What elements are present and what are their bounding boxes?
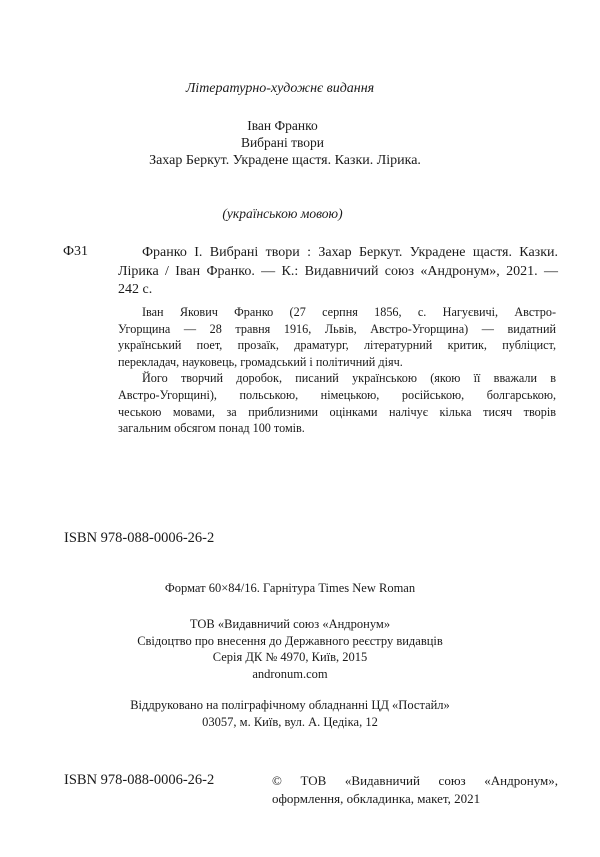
- footer-isbn: ISBN 978-088-0006-26-2: [64, 772, 215, 788]
- biblio-line: 242 с.: [118, 282, 153, 297]
- isbn: ISBN 978-088-0006-26-2: [64, 530, 215, 546]
- annotation-line: Австро-Угорщині), польською, німецькою, російською, болгарською,: [118, 387, 556, 402]
- annotation-line: чеською мовами, за приблизними оцінками налічує кілька тисяч творів: [118, 404, 556, 419]
- publisher-website: andronum.com: [252, 666, 328, 681]
- book-title: Вибрані твори: [240, 135, 325, 150]
- annotation-line: перекладач, науковець, громадський і політичний діяч.: [118, 354, 403, 369]
- copyright-line: © ТОВ «Видавничий союз «Андронум»,: [272, 773, 558, 788]
- publisher-info: [0, 616, 580, 682]
- publisher-line: ТОВ «Видавничий союз «Андронум»: [189, 617, 391, 631]
- publisher-line: Серія ДК № 4970, Київ, 2015: [212, 650, 368, 664]
- book-subtitle: Захар Беркут. Украдене щастя. Казки. Лірика.: [149, 153, 421, 168]
- annotation-line: Угорщина — 28 травня 1916, Львів, Австро-Угорщина) — видатний: [118, 321, 556, 336]
- annotation-line: загальним обсягом понад 100 томів.: [118, 421, 305, 436]
- publisher-line: Свідоцтво про внесення до Державного реєстру видавців: [137, 633, 443, 648]
- annotation-line: Його творчий доробок, писаний українською (якою її вважали в: [142, 371, 556, 386]
- author-name: Іван Франко: [247, 118, 318, 133]
- annotation-line: український поет, прозаїк, драматург, літературний критик, публіцист,: [118, 338, 556, 353]
- copyright: [272, 772, 558, 808]
- annotation: [118, 304, 556, 437]
- bibliographic-record: [118, 244, 558, 300]
- printer-line: Віддруковано на поліграфічному обладнанні ЦД «Постайл»: [130, 698, 450, 712]
- biblio-line: Франко І. Вибрані твори : Захар Беркут. Украдене щастя. Казки.: [142, 245, 558, 260]
- format-info: Формат 60×84/16. Гарнітура Times New Roman: [164, 581, 416, 595]
- biblio-line: Лірика / Іван Франко. — К.: Видавничий союз «Андронум», 2021. —: [118, 263, 558, 279]
- copyright-line: оформлення, обкладинка, макет, 2021: [272, 791, 481, 806]
- annotation-line: Іван Якович Франко (27 серпня 1856, с. Нагуєвичі, Австро-: [142, 305, 556, 319]
- language-note: (українською мовою): [222, 206, 343, 221]
- edition-type: Літературно-художнє видання: [185, 81, 375, 96]
- printer-line: 03057, м. Київ, вул. А. Цедіка, 12: [202, 714, 378, 729]
- printer-info: [0, 697, 580, 730]
- catalog-index: Ф31: [63, 244, 89, 259]
